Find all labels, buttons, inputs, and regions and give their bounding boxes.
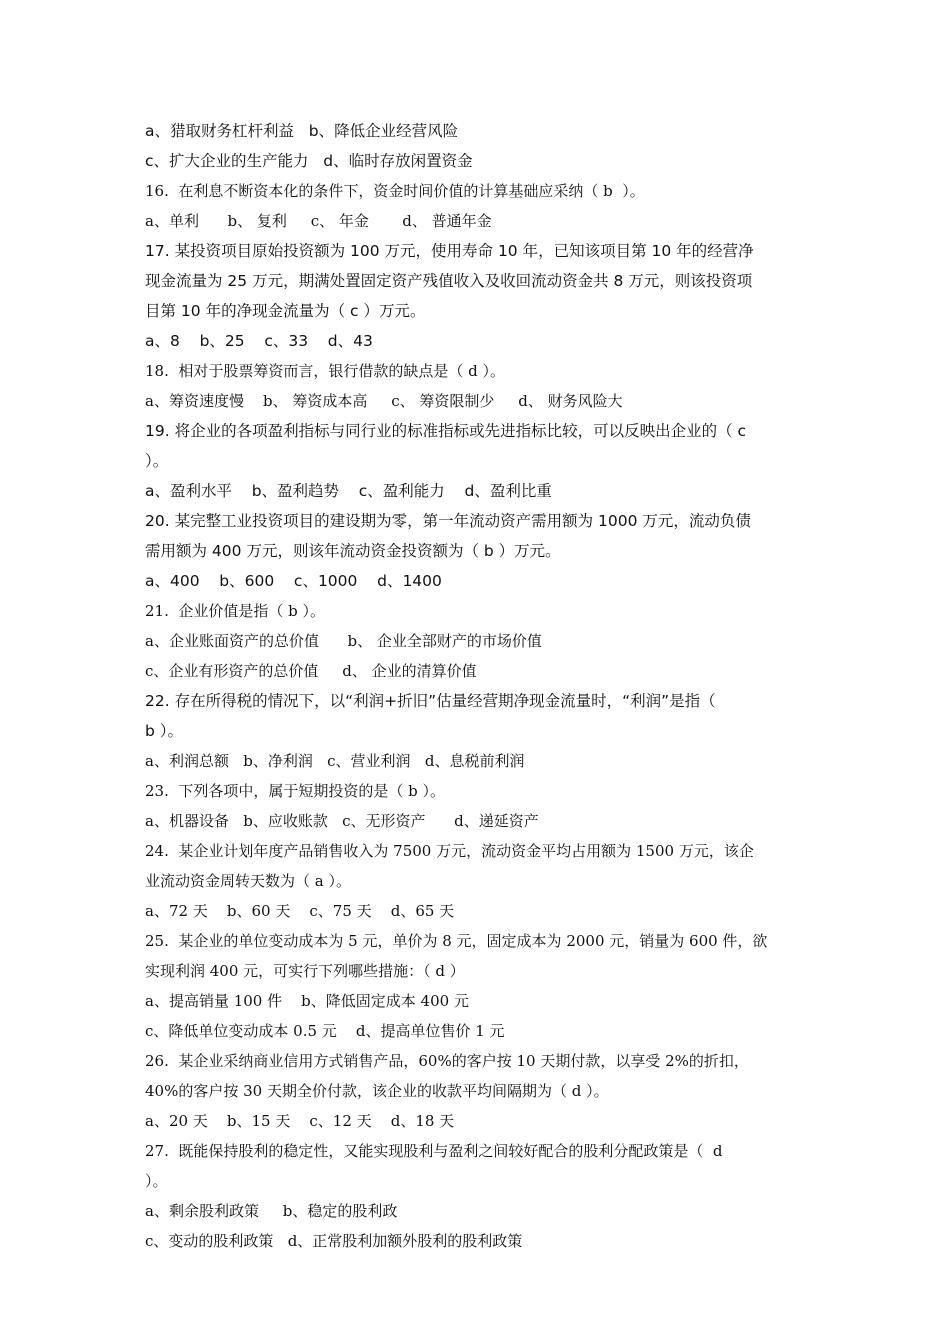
q22-question-line-2: b ）。: [145, 722, 184, 740]
q16-question: 16. 在利息不断资本化的条件下，资金时间价值的计算基础应采纳（ b ）。: [145, 182, 645, 200]
q17-options: a、8 b、25 c、33 d、43: [145, 332, 373, 350]
document-page: [145, 116, 813, 1256]
q25-options-line-1: a、提高销量 100 件 b、降低固定成本 400 元: [145, 992, 469, 1010]
q22-question-line-1: 22. 存在所得税的情况下，以“利润+折旧”估量经营期净现金流量时，“利润”是指（: [145, 692, 716, 710]
q16-options: a、单利 b、 复利 c、 年金 d、 普通年金: [145, 212, 492, 230]
q15-options-line-1: a、猎取财务杠杆利益 b、降低企业经营风险: [145, 122, 459, 140]
q15-options-line-2: c、扩大企业的生产能力 d、临时存放闲置资金: [145, 152, 473, 170]
q17-question-line-3: 目第 10 年的净现金流量为（ c ）万元。: [145, 302, 426, 320]
q21-options-line-2: c、企业有形资产的总价值 d、 企业的清算价值: [145, 662, 477, 680]
q20-question-line-1: 20. 某完整工业投资项目的建设期为零，第一年流动资产需用额为 1000 万元，流动负债: [145, 512, 751, 530]
q23-question: 23. 下列各项中，属于短期投资的是（ b ）。: [145, 782, 446, 800]
q25-options-line-2: c、降低单位变动成本 0.5 元 d、提高单位售价 1 元: [145, 1022, 505, 1040]
q27-question-line-1: 27. 既能保持股利的稳定性，又能实现股利与盈利之间较好配合的股利分配政策是（ d: [145, 1142, 723, 1160]
q17-question-line-2: 现金流量为 25 万元，期满处置固定资产残值收入及收回流动资金共 8 万元，则该投资项: [145, 272, 753, 290]
q19-options: a、盈利水平 b、盈利趋势 c、盈利能力 d、盈利比重: [145, 482, 552, 500]
q19-question-line-2: ）。: [145, 452, 169, 470]
q26-question-line-2: 40%的客户按 30 天期全价付款，该企业的收款平均间隔期为（ d ）。: [145, 1082, 609, 1100]
q21-question: 21. 企业价值是指（ b ）。: [145, 602, 326, 620]
q19-question-line-1: 19. 将企业的各项盈利指标与同行业的标准指标或先进指标比较，可以反映出企业的（ c: [145, 422, 747, 440]
q24-question-line-2: 业流动资金周转天数为（ a ）。: [145, 872, 351, 890]
q24-question-line-1: 24. 某企业计划年度产品销售收入为 7500 万元，流动资金平均占用额为 1500 万元，该企: [145, 842, 754, 860]
q26-question-line-1: 26. 某企业采纳商业信用方式销售产品，60%的客户按 10 天期付款，以享受 2%的折扣，: [145, 1052, 749, 1070]
q21-options-line-1: a、企业账面资产的总价值 b、 企业全部财产的市场价值: [145, 632, 542, 650]
q27-options-line-2: c、变动的股利政策 d、正常股利加额外股利的股利政策: [145, 1232, 523, 1250]
q25-question-line-2: 实现利润 400 元，可实行下列哪些措施：（ d ）: [145, 962, 465, 980]
q22-options: a、利润总额 b、净利润 c、营业利润 d、息税前利润: [145, 752, 525, 770]
q20-options: a、400 b、600 c、1000 d、1400: [145, 572, 442, 590]
q23-options: a、机器设备 b、应收账款 c、无形资产 d、递延资产: [145, 812, 539, 830]
q27-options-line-1: a、剩余股利政策 b、稳定的股利政: [145, 1202, 398, 1220]
q24-options: a、72 天 b、60 天 c、75 天 d、65 天: [145, 902, 455, 920]
q25-question-line-1: 25. 某企业的单位变动成本为 5 元，单价为 8 元，固定成本为 2000 元，销量为 600 件，欲: [145, 932, 768, 950]
q26-options: a、20 天 b、15 天 c、12 天 d、18 天: [145, 1112, 455, 1130]
q18-question: 18. 相对于股票筹资而言，银行借款的缺点是（ d ）。: [145, 362, 506, 380]
q27-question-line-2: ）。: [145, 1172, 168, 1190]
q18-options: a、筹资速度慢 b、 筹资成本高 c、 筹资限制少 d、 财务风险大: [145, 392, 623, 410]
q17-question-line-1: 17. 某投资项目原始投资额为 100 万元，使用寿命 10 年，已知该项目第 10 年的经营净: [145, 242, 754, 260]
q20-question-line-2: 需用额为 400 万元，则该年流动资金投资额为（ b ）万元。: [145, 542, 561, 560]
